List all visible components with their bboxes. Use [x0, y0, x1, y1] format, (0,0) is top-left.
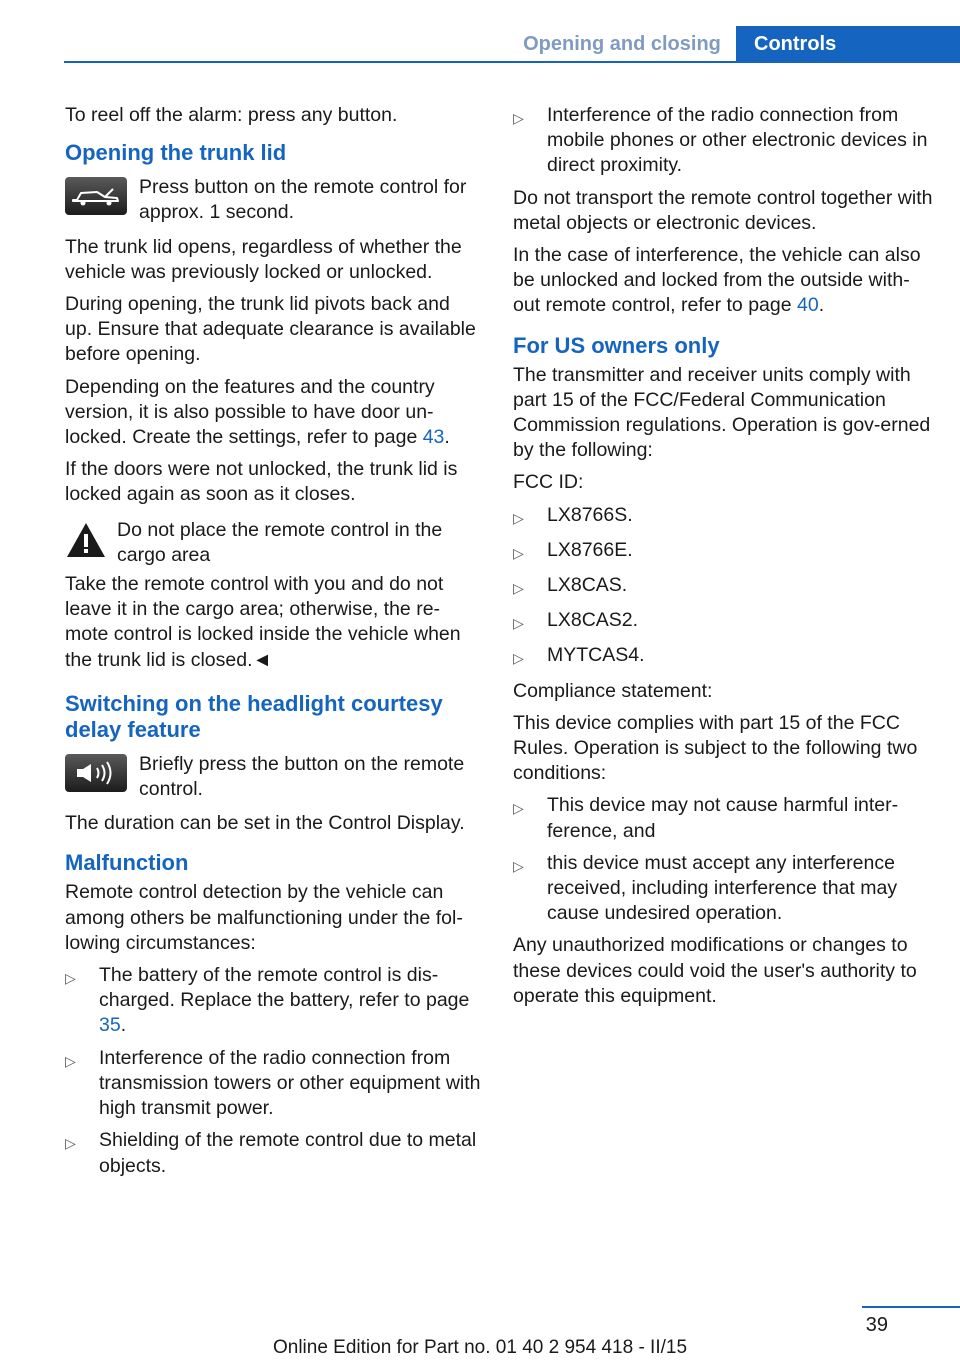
list-item: ▷ LX8CAS.	[513, 573, 933, 601]
car-trunk-icon	[65, 177, 127, 215]
fcc-id-label: FCC ID:	[513, 471, 584, 494]
trunk-instruction	[65, 175, 481, 225]
compliance-paragraph: This device complies with part 15 of the FCC Rules. Operation is subject to the following two conditions:	[513, 711, 918, 785]
header-chapter-tab: Controls	[736, 26, 960, 62]
header-rule	[64, 61, 960, 63]
left-column	[65, 103, 481, 1186]
bullet-marker-icon: ▷	[513, 544, 524, 561]
compliance-label: Compliance statement:	[513, 679, 713, 702]
courtesy-paragraph: The duration can be set in the Control Display.	[65, 812, 465, 835]
bullet-marker-icon: ▷	[65, 970, 76, 987]
us-owners-heading: For US owners only	[513, 332, 720, 358]
bullet-marker-icon: ▷	[513, 800, 524, 817]
footer-rule	[862, 1306, 960, 1308]
malfunction-heading: Malfunction	[65, 850, 189, 876]
trunk-heading: Opening the trunk lid	[65, 140, 287, 166]
transport-paragraph: Do not transport the remote control together with metal objects or electronic devices.	[513, 186, 933, 234]
list-item: ▷ this device must accept any interference received, including interference that may cause undesired operation.	[513, 851, 933, 927]
list-item: ▷ The battery of the remote control is dis‐charged. Replace the battery, refer to page 35.	[65, 963, 481, 1039]
right-column	[513, 103, 933, 1016]
page-link-43[interactable]: 43	[422, 426, 445, 449]
list-item: ▷ This device may not cause harmful inter‐ference, and	[513, 793, 933, 843]
courtesy-instruction	[65, 752, 481, 802]
courtesy-heading: Switching on the headlight courtesy delay feature	[65, 690, 443, 742]
bullet-marker-icon: ▷	[513, 857, 524, 874]
bullet-marker-icon: ▷	[513, 650, 524, 667]
bullet-marker-icon: ▷	[513, 580, 524, 597]
us-paragraph: The transmitter and receiver units comply with part 15 of the FCC/Federal Communication Commission regulations. Operation is gov‐erned by the following:	[513, 363, 931, 462]
list-item: ▷ Interference of the radio connection from transmission towers or other equipment with high transmit power.	[65, 1046, 481, 1122]
malfunction-paragraph: Remote control detection by the vehicle can among others be malfunctioning under the fol‐lowing circumstances:	[65, 881, 463, 954]
page-link-40[interactable]: 40	[797, 294, 819, 317]
bullet-marker-icon: ▷	[65, 1135, 76, 1152]
page-link-35[interactable]: 35	[99, 1014, 121, 1037]
list-item: ▷ LX8766E.	[513, 538, 933, 566]
trunk-paragraph-3: Depending on the features and the country version, it is also possible to have door un‐locked. Create the settings, refer to page 43.	[65, 375, 450, 449]
list-item: ▷ Shielding of the remote control due to metal objects.	[65, 1128, 481, 1178]
trunk-paragraph-2: During opening, the trunk lid pivots back and up. Ensure that adequate clearance is available before opening.	[65, 293, 476, 366]
bullet-marker-icon: ▷	[513, 615, 524, 632]
warning-triangle-icon	[65, 520, 107, 560]
list-item: ▷ LX8766S.	[513, 503, 933, 531]
trunk-paragraph-4: If the doors were not unlocked, the trunk lid is locked again as soon as it closes.	[65, 458, 458, 506]
warning-text: Take the remote control with you and do not leave it in the cargo area; otherwise, the re‐mote control is locked inside the vehicle when the trunk lid is closed.◄	[65, 573, 461, 671]
page-number: 39	[865, 1314, 888, 1336]
bullet-marker-icon: ▷	[65, 1052, 76, 1069]
interference-paragraph: In the case of interference, the vehicle can also be unlocked and locked from the outside with‐out remote control, refer to page 40.	[513, 244, 921, 317]
edition-footer: Online Edition for Part no. 01 40 2 954 418 - II/15	[272, 1337, 688, 1358]
headlight-courtesy-icon	[65, 754, 127, 792]
list-item: ▷ LX8CAS2.	[513, 608, 933, 636]
bullet-marker-icon: ▷	[513, 110, 524, 126]
warning-title: Do not place the remote control in the cargo area	[117, 518, 443, 566]
courtesy-icon-text: Briefly press the button on the remote control.	[139, 752, 465, 801]
list-item: ▷ MYTCAS4.	[513, 643, 933, 671]
trunk-paragraph-1: The trunk lid opens, regardless of whether the vehicle was previously locked or unlocked.	[65, 235, 462, 283]
final-paragraph: Any unauthorized modifications or changes to these devices could void the user's authority to operate this equipment.	[513, 934, 917, 1007]
alarm-text: To reel off the alarm: press any button.	[65, 104, 398, 126]
warning-block	[65, 518, 481, 568]
header-section-tab: Opening and closing	[523, 32, 721, 55]
trunk-icon-text: Press button on the remote control for approx. 1 second.	[139, 176, 467, 224]
list-item: ▷ Interference of the radio connection from mobile phones or other electronic devices in direct proximity.	[513, 103, 933, 179]
bullet-marker-icon: ▷	[513, 509, 524, 526]
